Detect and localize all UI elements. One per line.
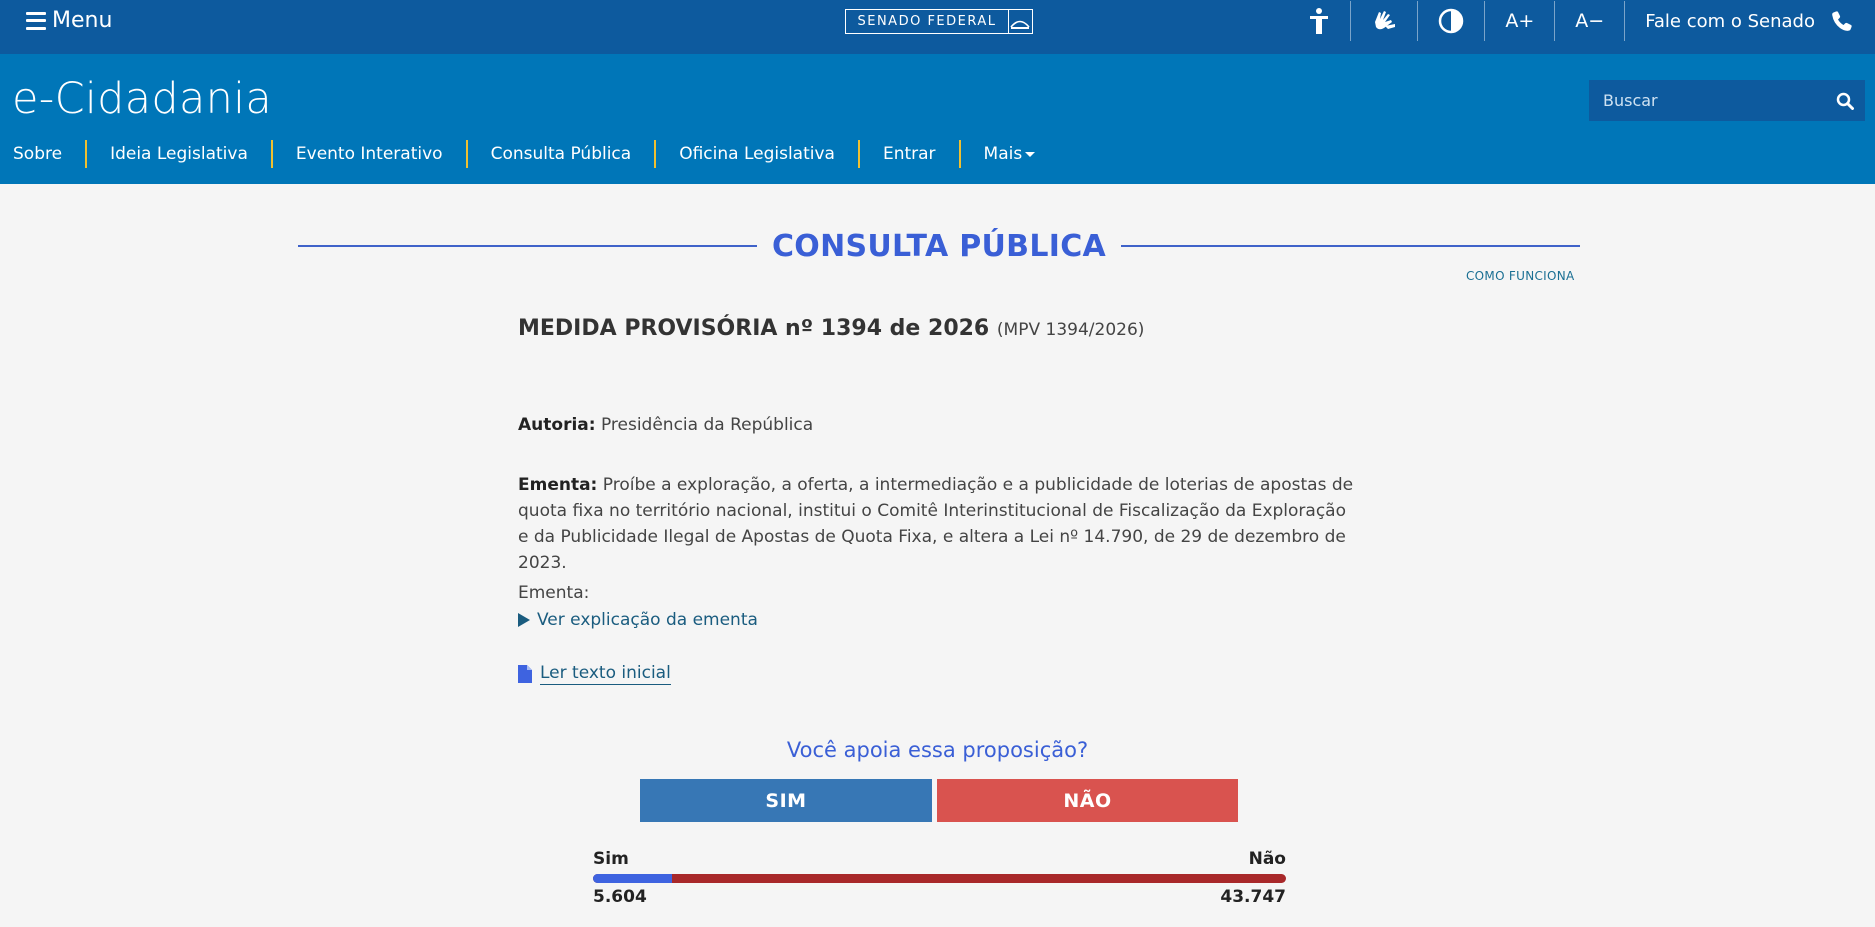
contact-label: Fale com o Senado xyxy=(1645,10,1815,32)
ementa-explicacao-label: Ementa: xyxy=(518,583,590,603)
contrast-button[interactable] xyxy=(1418,1,1485,41)
sign-language-icon xyxy=(1371,8,1397,34)
page-title: CONSULTA PÚBLICA xyxy=(771,228,1107,264)
proposition-name: MEDIDA PROVISÓRIA nº 1394 de 2026 xyxy=(518,316,990,341)
contact-button[interactable] xyxy=(1625,1,1875,41)
nav-item-evento-interativo[interactable]: Evento Interativo xyxy=(273,140,468,168)
result-nao-count: 43.747 xyxy=(1220,887,1286,907)
vote-sim-button[interactable]: SIM xyxy=(640,779,932,822)
proposition-title-block xyxy=(518,316,1348,341)
ler-texto-inicial[interactable] xyxy=(518,663,671,685)
nav-item-consulta-publica[interactable]: Consulta Pública xyxy=(468,140,657,168)
menu-label: Menu xyxy=(52,8,113,33)
result-sim-label: Sim xyxy=(593,849,629,869)
autoria-label: Autoria: xyxy=(518,415,596,435)
nav-item-mais[interactable] xyxy=(961,140,1059,168)
triangle-right-icon xyxy=(518,613,530,627)
search-button[interactable] xyxy=(1825,80,1865,121)
top-tools xyxy=(1288,0,1875,42)
main-nav xyxy=(0,140,1058,168)
search-icon xyxy=(1836,92,1854,110)
ementa xyxy=(518,472,1358,576)
sign-language-button[interactable] xyxy=(1351,1,1418,41)
result-bar-sim-fill xyxy=(593,874,672,883)
accessibility-button[interactable] xyxy=(1288,1,1351,41)
ler-texto-link: Ler texto inicial xyxy=(540,663,671,683)
phone-icon xyxy=(1831,10,1853,32)
ver-explicacao-label: Ver explicação da ementa xyxy=(537,610,758,630)
search-input[interactable] xyxy=(1589,80,1825,121)
nav-item-oficina-legislativa[interactable]: Oficina Legislativa xyxy=(656,140,860,168)
result-sim-count: 5.604 xyxy=(593,887,647,907)
result-nao-label: Não xyxy=(1248,849,1286,869)
senado-federal-logo[interactable] xyxy=(845,9,1033,34)
document-icon xyxy=(518,665,532,683)
accessibility-icon xyxy=(1308,7,1330,35)
hamburger-icon xyxy=(26,12,46,30)
divider-right xyxy=(1121,245,1580,247)
site-brand[interactable]: e-Cidadania xyxy=(12,74,273,124)
nav-item-sobre[interactable]: Sobre xyxy=(0,140,87,168)
divider-left xyxy=(298,245,757,247)
ementa-text: Proíbe a exploração, a oferta, a intermediação e a publicidade de loterias de apostas de quota fixa no território nacional, institui o Comitê Interinstitucional de Fiscalização da Exploração e da Publicidade Ilegal de Apostas de Quota Fixa, e altera a Lei nº 14.790, de 29 de dezembro de 2023. xyxy=(518,475,1354,573)
nav-item-ideia-legislativa[interactable]: Ideia Legislativa xyxy=(87,140,273,168)
caret-down-icon xyxy=(1025,152,1035,157)
site-header xyxy=(0,54,1875,184)
top-bar xyxy=(0,0,1875,54)
como-funciona-link[interactable]: COMO FUNCIONA xyxy=(1466,269,1575,283)
increase-font-label: A+ xyxy=(1505,10,1535,32)
nav-mais-label: Mais xyxy=(983,144,1023,164)
section-header xyxy=(298,228,1580,264)
vote-question: Você apoia essa proposição? xyxy=(786,738,1089,762)
ver-explicacao-toggle[interactable] xyxy=(518,610,758,630)
menu-button[interactable] xyxy=(26,8,112,33)
nav-item-entrar[interactable]: Entrar xyxy=(860,140,961,168)
logo-text: SENADO FEDERAL xyxy=(857,14,997,29)
proposition-title xyxy=(518,316,1348,341)
ementa-label: Ementa: xyxy=(518,475,598,495)
autoria xyxy=(518,412,1358,438)
vote-nao-button[interactable]: NÃO xyxy=(937,779,1238,822)
result-bar xyxy=(593,874,1286,883)
proposition-code: (MPV 1394/2026) xyxy=(996,320,1145,340)
search-box xyxy=(1589,80,1865,121)
autoria-value: Presidência da República xyxy=(600,415,814,435)
decrease-font-label: A− xyxy=(1575,10,1605,32)
contrast-icon xyxy=(1438,8,1464,34)
increase-font-button[interactable] xyxy=(1485,1,1555,41)
decrease-font-button[interactable] xyxy=(1555,1,1625,41)
senado-building-icon xyxy=(1008,10,1032,33)
